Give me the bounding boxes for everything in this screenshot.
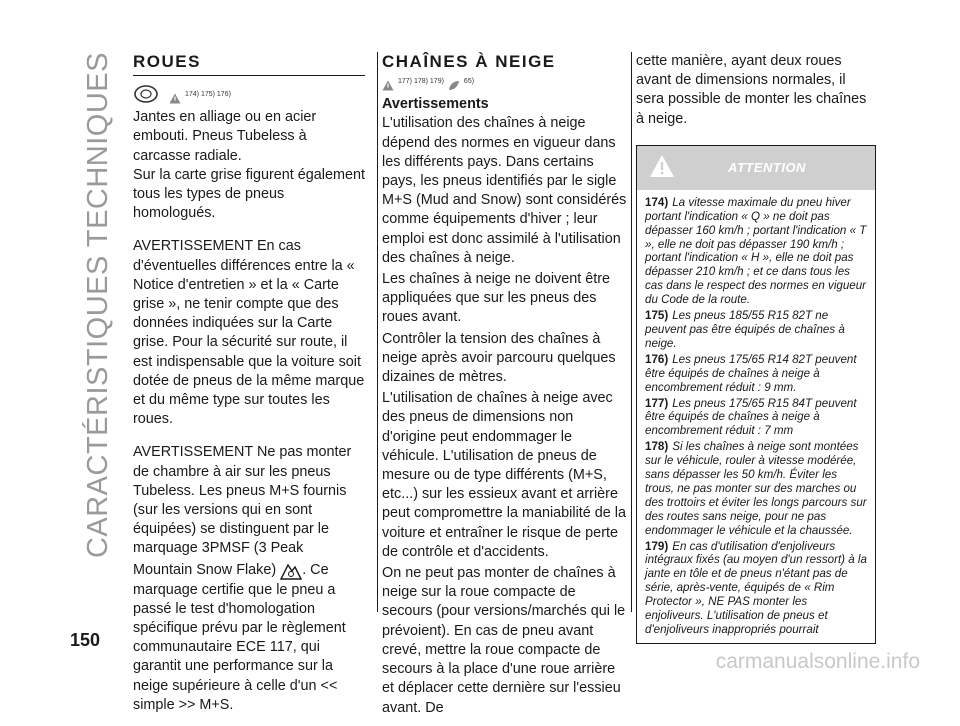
reference-line (133, 82, 365, 104)
wheel-icon (133, 84, 159, 104)
reference-line (382, 75, 627, 91)
attention-item-text: Les pneus 185/55 R15 82T ne peuvent pas être équipés de chaînes à neige. (645, 309, 845, 350)
reference-numbers: 174) 175) 176) (185, 91, 231, 98)
attention-item-number: 174) (645, 195, 669, 209)
attention-item-text: Les pneus 175/65 R15 84T peuvent être équipés de chaînes à neige à encombrement réduit : 7 mm (645, 396, 857, 438)
attention-item (645, 353, 869, 395)
attention-item (645, 540, 869, 637)
paragraph: L'utilisation des chaînes à neige dépend des normes en vigueur dans les différents pays. Dans certains pays, les pneus identifiés par le sigle M+S (Mud and Snow) sont considérés comme équipements d'hiver ; leur emploi est donc assimilé à l'utilisation des chaînes à neige. (382, 115, 627, 266)
page-number: 150 (70, 630, 101, 650)
reference-numbers: 65) (463, 78, 475, 85)
paragraph: cette manière, ayant deux roues avant de dimensions normales, il sera possible de monter les chaînes à neige. (636, 53, 867, 127)
attention-item-number: 177) (645, 396, 669, 410)
paragraph: On ne peut pas monter de chaînes à neige sur la roue compacte de secours (pour versions/marchés qui le prévoient). En cas de pneu avant crevé, mettre la roue compacte de secours à la place d'une roue arrière et déplacer cette dernière sur l'essieu avant. De (382, 565, 626, 716)
attention-list (637, 190, 875, 643)
title-rule (133, 75, 365, 76)
attention-item (645, 309, 869, 351)
attention-item-text: Les pneus 175/65 R14 82T peuvent être équipés de chaînes à neige à encombrement réduit : 9 mm. (645, 352, 857, 394)
attention-item-text: En cas d'utilisation d'enjoliveurs intégraux fixés (au moyen d'un ressort) à la jante en tôle et de pneus n'étant pas de série, après-vente, équipés de « Rim Protector », NE PAS monter les enjoliveurs. L'utilisation de pneus et d'enjoliveurs inappropriés pourrait (645, 539, 867, 636)
attention-label: ATTENTION (728, 160, 806, 176)
subheading-avertissements: Avertissements (382, 96, 489, 113)
reference-numbers: 177) 178) 179) (398, 78, 444, 85)
attention-item-text: La vitesse maximale du pneu hiver portant l'indication « Q » ne doit pas dépasser 160 km/h ; portant l'indication « T », elle ne doit pas dépasser 190 km/h ; portant l'indication « H », elle ne doit pas dépasser 210 km/h ; et ce dans tous les cas dans le respect des normes en vigueur du Code de la route. (645, 195, 867, 307)
paragraph: L'utilisation de chaînes à neige avec des pneus de dimensions non d'origine peut endommager le véhicule. L'utilisation de pneus de mesure ou de type différents (M+S, etc...) sur les essieux avant et arrière peut compromettre la maniabilité de la voiture et entraîner le risque de perte de contrôle et d'accidents. (382, 390, 626, 560)
side-title-text: CARACTÉRISTIQUES TECHNIQUES (82, 52, 114, 559)
attention-item (645, 440, 869, 537)
column-attention (636, 52, 876, 644)
section-side-title (82, 52, 122, 572)
watermark-text: carmanualsonline.info (715, 650, 920, 673)
paragraph-part: AVERTISSEMENT Ne pas monter de chambre à air sur les pneus Tubeless. Les pneus M+S fournis (sur les versions qui en sont équipées) se distinguent par le marquage 3PMSF (3 Peak Mountain Snow Flake) (133, 444, 352, 578)
attention-item (645, 196, 869, 307)
mountain-snowflake-icon (280, 559, 302, 581)
attention-item-number: 179) (645, 539, 669, 553)
column-divider (631, 52, 632, 612)
paragraph-3pmsf (133, 443, 365, 715)
paragraph-part: . Ce marquage certifie que le pneu a passé le test d'homologation spécifique prévu par le règlement communautaire ECE 117, qui garantit une performance sur la neige supérieure à celle d'un << simple >> M+S. (133, 561, 346, 713)
column-roues (133, 52, 365, 723)
paragraph: AVERTISSEMENT En cas d'éventuelles différences entre la « Notice d'entretien » et la « Carte grise », ne tenir compte que des données indiquées sur la Carte grise. Pour la sécurité sur route, il est indispensable que la voiture soit dotée de pneus de la même marque et du même type sur toutes les roues. (133, 238, 365, 428)
attention-item (645, 397, 869, 439)
paragraph: Contrôler la tension des chaînes à neige après avoir parcouru quelques dizaines de mètres. (382, 330, 616, 386)
section-title-chaines: CHAÎNES À NEIGE (382, 52, 556, 71)
warning-icon (649, 154, 675, 178)
warning-icon (169, 93, 181, 104)
attention-box (636, 145, 876, 644)
warning-icon (382, 80, 394, 91)
attention-item-number: 175) (645, 309, 669, 323)
attention-item-number: 178) (645, 440, 669, 454)
attention-item-number: 176) (645, 352, 669, 366)
column-divider (377, 52, 378, 612)
column-chaines (382, 52, 627, 726)
paragraph: Sur la carte grise figurent également tous les types de pneus homologués. (133, 166, 365, 222)
paragraph: Jantes en alliage ou en acier embouti. Pneus Tubeless à carcasse radiale. (133, 109, 317, 164)
leaf-icon (448, 80, 460, 91)
attention-header (637, 146, 875, 190)
section-title-roues: ROUES (133, 52, 201, 71)
attention-item-text: Si les chaînes à neige sont montées sur le véhicule, rouler à vitesse modérée, sans dépasser les 50 km/h. Éviter les trous, ne pas monter sur des marches ou des trottoirs et éviter les longs parcours sur des routes sans neige, pour ne pas endommager le véhicule et la chaussée. (645, 440, 867, 537)
paragraph: Les chaînes à neige ne doivent être appliquées que sur les pneus des roues avant. (382, 271, 611, 326)
